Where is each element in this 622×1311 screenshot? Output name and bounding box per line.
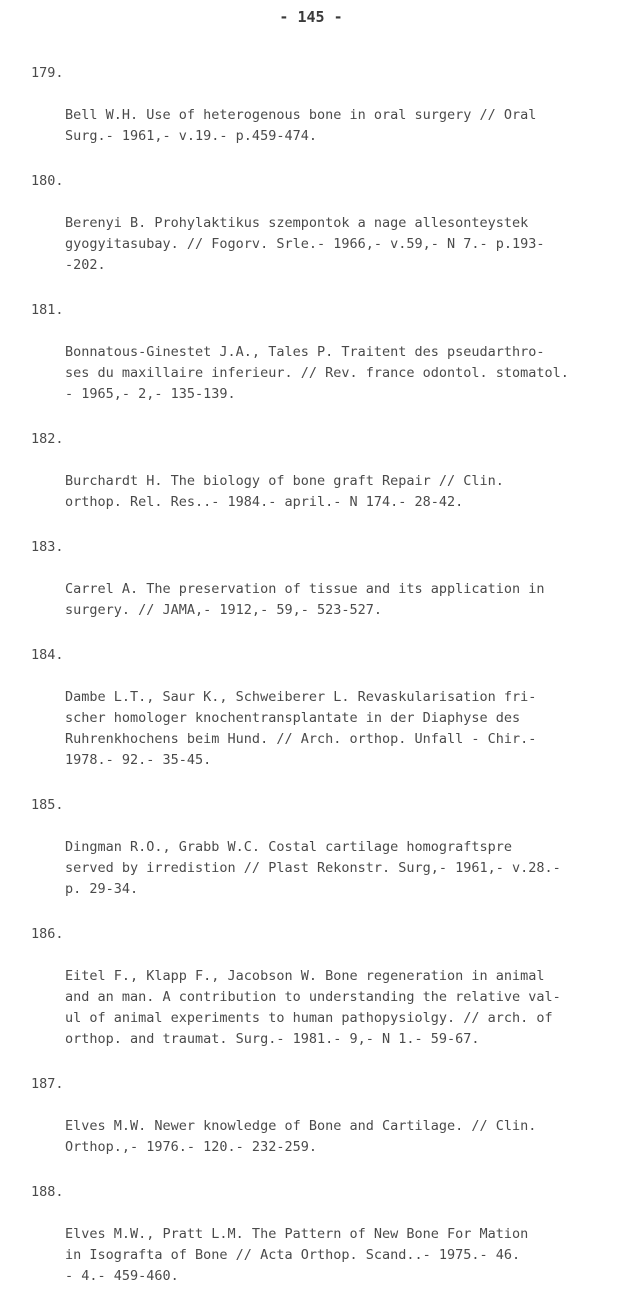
reference-number: 181.	[31, 302, 64, 318]
reference-item	[31, 924, 601, 1050]
reference-text: Bell W.H. Use of heterogenous bone in oral surgery // Oral Surg.- 1961,- v.19.- p.459-474.	[65, 107, 537, 144]
reference-number: 184.	[31, 647, 64, 663]
reference-item	[31, 300, 601, 405]
reference-item	[31, 1074, 601, 1158]
reference-item	[31, 537, 601, 621]
reference-item	[31, 645, 601, 771]
reference-text: Burchardt H. The biology of bone graft Repair // Clin. orthop. Rel. Res..- 1984.- april.- N 174.- 28-42.	[65, 473, 504, 510]
reference-text: Berenyi B. Prohylaktikus szempontok a nage allesonteystek gyogyitasubay. // Fogorv. Srle.- 1966,- v.59,- N 7.- p.193- -202.	[65, 215, 545, 273]
reference-text: Dingman R.O., Grabb W.C. Costal cartilage homograftspre served by irredistion // Plast Rekonstr. Surg,- 1961,- v.28.- p. 29-34.	[65, 839, 561, 897]
reference-text: Carrel A. The preservation of tissue and its application in surgery. // JAMA,- 1912,- 59,- 523-527.	[65, 581, 545, 618]
reference-item	[31, 63, 601, 147]
reference-number: 187.	[31, 1076, 64, 1092]
page-number: - 145 -	[279, 8, 343, 26]
reference-number: 179.	[31, 65, 64, 81]
reference-text: Eitel F., Klapp F., Jacobson W. Bone regeneration in animal and an man. A contribution to understanding the relative val- ul of animal experiments to human pathopysiolgy. // arch. of orthop. and traumat. Surg.- 1981.- 9,- N 1.- 59-67.	[65, 968, 561, 1047]
reference-item	[31, 429, 601, 513]
reference-text: Elves M.W., Pratt L.M. The Pattern of New Bone For Mation in Isografta of Bone // Acta Orthop. Scand..- 1975.- 46. - 4.- 459-460.	[65, 1226, 529, 1284]
reference-number: 182.	[31, 431, 64, 447]
reference-text: Bonnatous-Ginestet J.A., Tales P. Traitent des pseudarthro- ses du maxillaire inferieur. // Rev. france odontol. stomatol. - 1965,- 2,- 135-139.	[65, 344, 569, 402]
reference-number: 185.	[31, 797, 64, 813]
reference-text: Dambe L.T., Saur K., Schweiberer L. Revaskularisation fri- scher homologer knochentransplantate in der Diaphyse des Ruhrenkhochens beim Hund. // Arch. orthop. Unfall - Chir.- 1978.- 92.- 35-45.	[65, 689, 537, 768]
reference-text: Elves M.W. Newer knowledge of Bone and Cartilage. // Clin. Orthop.,- 1976.- 120.- 232-259.	[65, 1118, 537, 1155]
reference-number: 183.	[31, 539, 64, 555]
reference-list	[31, 63, 601, 1311]
reference-number: 188.	[31, 1184, 64, 1200]
reference-item	[31, 171, 601, 276]
reference-number: 180.	[31, 173, 64, 189]
reference-item	[31, 795, 601, 900]
reference-number: 186.	[31, 926, 64, 942]
reference-item	[31, 1182, 601, 1287]
